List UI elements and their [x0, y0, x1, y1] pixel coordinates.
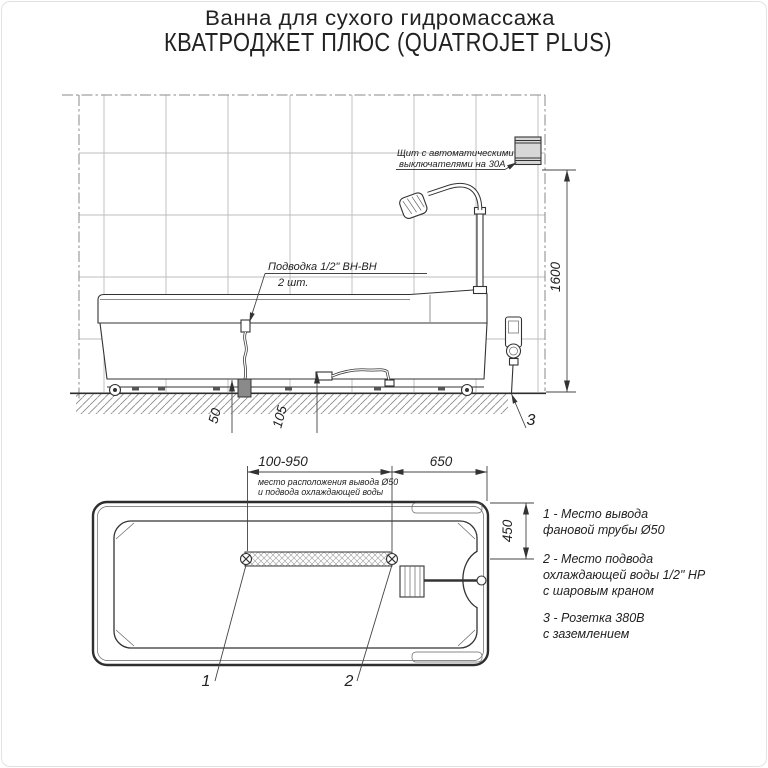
legend-3-line-1: 3 - Розетка 380В [543, 611, 645, 625]
dim-650-text: 650 [429, 454, 453, 469]
panel-note-line-1: Щит с автоматическими [397, 148, 514, 159]
dim-450 [490, 503, 534, 559]
panel-leader [505, 163, 517, 170]
panel-note-line-2: выключателями на 30А [399, 159, 506, 170]
title-line-1: Ванна для сухого гидромассажа [205, 7, 555, 30]
socket-plug [506, 317, 522, 393]
supply-note-line-1: Подводка 1/2" ВН-ВН [268, 261, 377, 273]
dim-1600 [542, 170, 576, 392]
drain-point-1 [241, 554, 252, 565]
deck-strip-top [412, 503, 482, 513]
label-1: 1 [201, 673, 211, 690]
tub-body [100, 323, 487, 379]
caster-right [462, 385, 473, 396]
panel-note [396, 148, 517, 170]
legend-item-2 [542, 552, 706, 598]
label-2: 2 [344, 673, 354, 690]
legend-2-line-3: с шаровым краном [543, 584, 654, 598]
drawing-title [164, 7, 612, 57]
supply-note-line-2: 2 шт. [278, 277, 309, 289]
location-note-line-1: место расположения вывода Ø50 [258, 477, 399, 487]
legend-2-line-1: 2 - Место подвода [543, 552, 654, 566]
label-3: 3 [526, 412, 536, 429]
legend-item-1 [543, 507, 665, 537]
dim-100-950-text: 100-950 [258, 454, 308, 469]
lamp-pole [477, 213, 483, 290]
floor-hatch [76, 394, 508, 414]
dim-50-text: 50 [205, 406, 224, 426]
side-view [62, 95, 576, 433]
bathtub-top [93, 502, 488, 665]
drain-connector [316, 372, 332, 380]
dim-1600-text: 1600 [548, 261, 563, 293]
location-note [258, 477, 398, 497]
dim-650 [392, 454, 487, 501]
legend-1-line-2: фановой трубы Ø50 [543, 523, 665, 537]
top-view [93, 454, 534, 690]
bathtub-side [98, 289, 487, 395]
legend-2-line-2: охлаждающей воды 1/2" НР [543, 568, 706, 582]
drain-end-fitting [385, 380, 394, 386]
lamp-pole-base [474, 287, 487, 294]
floor-connection-box [238, 379, 251, 397]
legend-3-line-2: с заземлением [543, 627, 630, 641]
caster-left [110, 385, 121, 396]
dim-105-text: 105 [269, 404, 290, 430]
legend-1-line-1: 1 - Место вывода [543, 507, 649, 521]
tub-rim [98, 289, 487, 323]
supply-fitting [241, 320, 250, 332]
legend-item-3 [543, 611, 644, 641]
lamp-head [398, 191, 428, 220]
drain-point-2 [387, 554, 398, 565]
location-note-line-2: и подвода охлаждающей воды [258, 487, 384, 497]
legend [542, 507, 706, 641]
title-line-2: КВАТРОДЖЕТ ПЛЮС (QUATROJET PLUS) [164, 27, 612, 57]
socket-leader [512, 394, 527, 428]
tub-base [107, 379, 484, 387]
dim-450-text: 450 [500, 519, 515, 543]
electrical-panel [515, 137, 541, 165]
valve-outlet [477, 576, 486, 585]
drain-strip [241, 552, 398, 566]
